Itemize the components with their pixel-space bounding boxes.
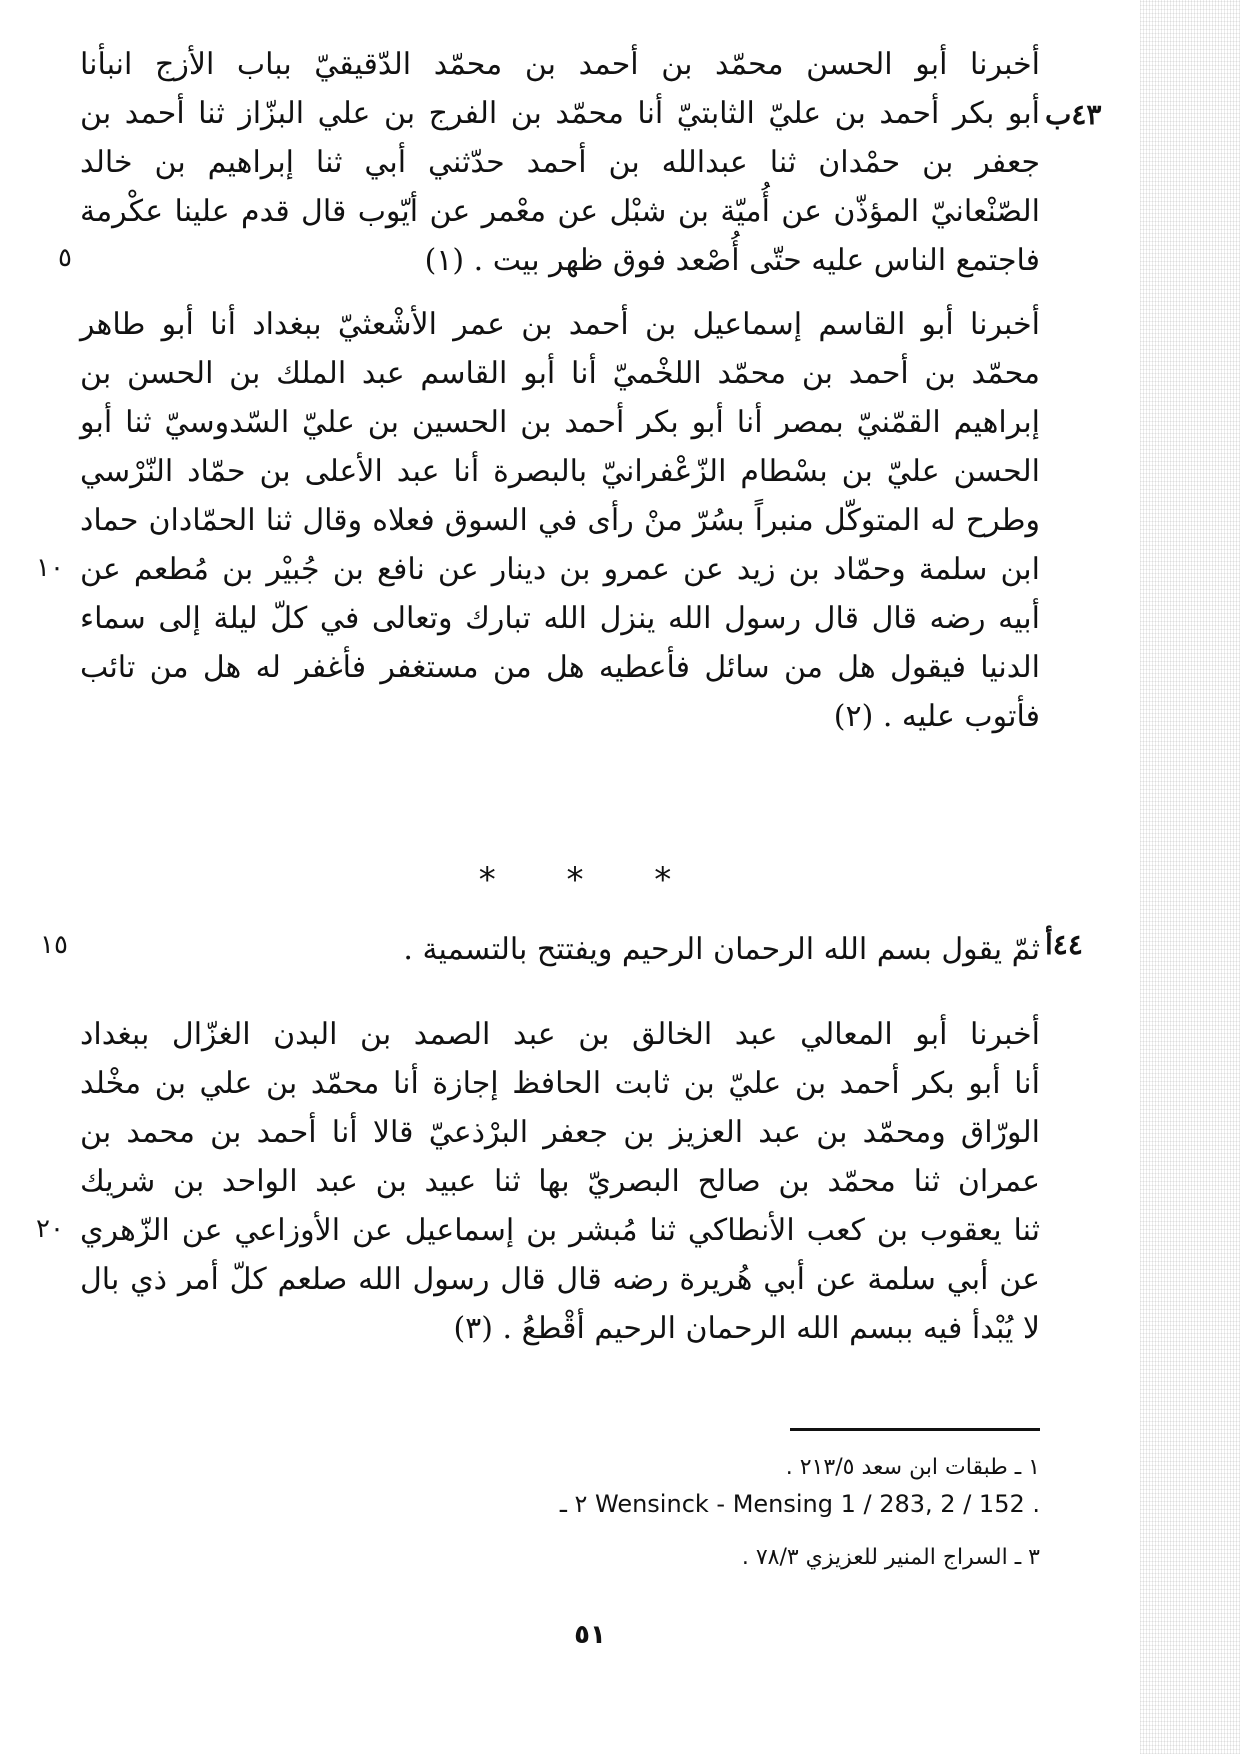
text-line: ثنا يعقوب بن كعب الأنطاكي ثنا مُبشر بن إسماعيل عن الأوزاعي عن الزّهري — [80, 1213, 1040, 1248]
footnote-3: ٣ ـ السراج المنير للعزيزي ٧٨/٣ . — [741, 1545, 1040, 1570]
paragraph-3 — [80, 925, 1040, 974]
text-line: أبيه رضه قال قال رسول الله ينزل الله تبارك وتعالى في كلّ ليلة إلى سماء — [80, 601, 1040, 636]
text-line: أبو بكر أحمد بن عليّ الثابتيّ أنا محمّد بن الفرج بن علي البزّاز ثنا أحمد بن — [80, 96, 1040, 131]
footnote-separator — [790, 1428, 1040, 1431]
text-line: محمّد بن أحمد بن محمّد اللخْميّ أنا أبو القاسم عبد الملك بن الحسن بن — [80, 356, 1040, 391]
line-number-20: ٢٠ — [36, 1214, 64, 1244]
footnote-2: ٢ ـ Wensinck - Mensing 1 / 283, 2 / 152 . — [559, 1490, 1040, 1518]
folio-marker-43b: ٤٣ب — [1045, 98, 1102, 131]
text-line: أنا أبو بكر أحمد بن عليّ بن ثابت الحافظ إجازة أنا محمّد بن علي بن مخْلد — [80, 1066, 1040, 1101]
line-number-10: ١٠ — [36, 553, 64, 583]
text-line: الحسن عليّ بن بسْطام الزّعْفرانيّ بالبصرة أنا عبد الأعلى بن حمّاد النّرْسي — [80, 454, 1040, 489]
section-separator-stars: * * * — [478, 860, 702, 900]
text-line: أخبرنا أبو الحسن محمّد بن أحمد بن محمّد الدّقيقيّ بباب الأزج انبأنا — [80, 47, 1040, 82]
text-line: الدنيا فيقول هل من سائل فأعطيه هل من مستغفر فأغفر له هل من تائب — [80, 650, 1040, 685]
line-number-15: ١٥ — [40, 930, 68, 960]
text-line: الورّاق ومحمّد بن عبد العزيز بن جعفر البرْذعيّ قالا أنا أحمد بن محمد بن — [80, 1115, 1040, 1150]
line-number-5: ٥ — [58, 243, 72, 273]
page-number: ٥١ — [574, 1620, 606, 1650]
text-line: فاجتمع الناس عليه حتّى أُصْعد فوق ظهر بيت . (١) — [424, 243, 1040, 278]
text-line: وطرح له المتوكّل منبراً بسُرّ منْ رأى في السوق فعلاه وقال ثنا الحمّادان حماد — [80, 503, 1040, 538]
folio-marker-44a: ٤٤أ — [1045, 928, 1083, 961]
text-line: عمران ثنا محمّد بن صالح البصريّ بها ثنا عبيد بن عبد الواحد بن شريك — [80, 1164, 1040, 1199]
text-line: الصّنْعانيّ المؤذّن عن أُميّة بن شبْل عن معْمر عن أيّوب قال قدم علينا عكْرمة — [80, 194, 1040, 229]
text-line: لا يُبْدأ فيه ببسم الله الرحمان الرحيم أقْطعُ . (٣) — [453, 1311, 1040, 1346]
paragraph-1 — [80, 40, 1040, 285]
text-line: ابن سلمة وحمّاد بن زيد عن عمرو بن دينار عن نافع بن جُبيْر بن مُطعم عن — [80, 552, 1040, 587]
text-line: أخبرنا أبو المعالي عبد الخالق بن عبد الصمد بن البدن الغزّال ببغداد — [80, 1017, 1040, 1052]
text-line: إبراهيم القمّنيّ بمصر أنا أبو بكر أحمد بن الحسين بن عليّ السّدوسيّ ثنا أبو — [80, 405, 1040, 440]
text-line: ثمّ يقول بسم الله الرحمان الرحيم ويفتتح بالتسمية . — [403, 932, 1040, 967]
text-line: فأتوب عليه . (٢) — [833, 699, 1040, 734]
paragraph-4 — [80, 1010, 1040, 1353]
paragraph-2 — [80, 300, 1040, 741]
text-line: أخبرنا أبو القاسم إسماعيل بن أحمد بن عمر الأشْعثيّ ببغداد أنا أبو طاهر — [80, 307, 1040, 342]
text-line: عن أبي سلمة عن أبي هُريرة رضه قال قال رسول الله صلعم كلّ أمر ذي بال — [80, 1262, 1040, 1297]
text-line: جعفر بن حمْدان ثنا عبدالله بن أحمد حدّثني أبي ثنا إبراهيم بن خالد — [80, 145, 1040, 180]
footnote-1: ١ ـ طبقات ابن سعد ٢١٣/٥ . — [785, 1455, 1040, 1480]
